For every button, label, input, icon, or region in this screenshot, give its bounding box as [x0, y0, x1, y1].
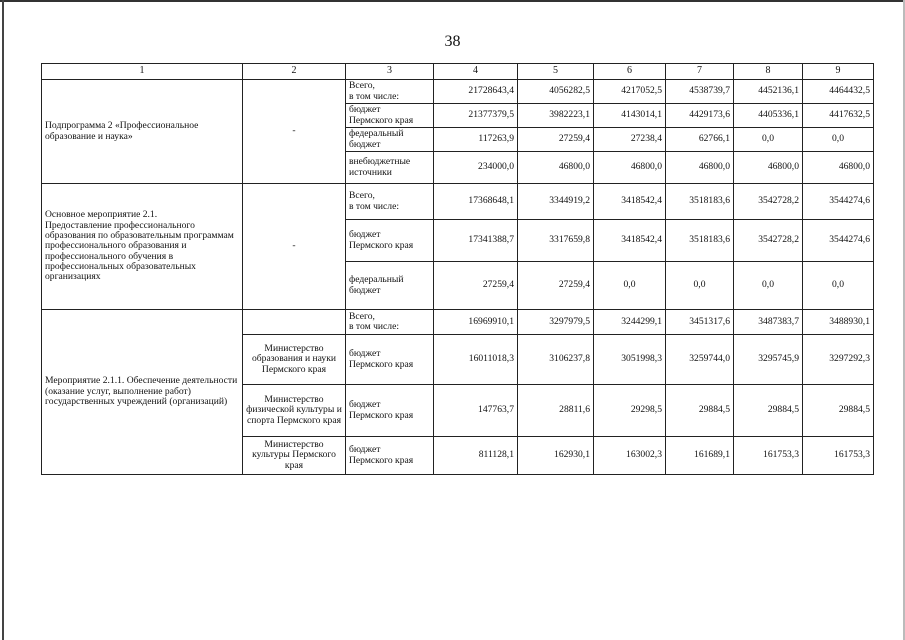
amount-cell: 161689,1: [666, 437, 734, 475]
column-number-5: 5: [518, 64, 594, 80]
column-number-3: 3: [346, 64, 434, 80]
amount-cell: 163002,3: [594, 437, 666, 475]
funding-source: Всего, в том числе:: [346, 184, 434, 220]
amount-cell: 4429173,6: [666, 104, 734, 128]
funding-source: Всего, в том числе:: [346, 310, 434, 335]
amount-cell: 46800,0: [803, 152, 874, 184]
amount-cell: 3544274,6: [803, 220, 874, 262]
amount-cell: 3317659,8: [518, 220, 594, 262]
funding-source: внебюджетные источники: [346, 152, 434, 184]
table-row: [42, 80, 874, 104]
amount-cell: 3297292,3: [803, 335, 874, 385]
amount-cell: 3344919,2: [518, 184, 594, 220]
amount-cell: 29298,5: [594, 385, 666, 437]
column-number-2: 2: [243, 64, 346, 80]
amount-cell: 3259744,0: [666, 335, 734, 385]
amount-cell: 3488930,1: [803, 310, 874, 335]
amount-cell: 162930,1: [518, 437, 594, 475]
amount-cell: 17368648,1: [434, 184, 518, 220]
amount-cell: 0,0: [803, 128, 874, 152]
activity-name: Основное мероприятие 2.1. Предоставление профессионального образования по образовательным программам профессионального образования и профессионального обучения в профессиональных образовательных организациях: [42, 184, 243, 310]
amount-cell: 4452136,1: [734, 80, 803, 104]
funding-source: Всего, в том числе:: [346, 80, 434, 104]
amount-cell: 27259,4: [434, 262, 518, 310]
amount-cell: 4217052,5: [594, 80, 666, 104]
amount-cell: 147763,7: [434, 385, 518, 437]
amount-cell: 4538739,7: [666, 80, 734, 104]
column-number-8: 8: [734, 64, 803, 80]
amount-cell: 161753,3: [734, 437, 803, 475]
amount-cell: 4464432,5: [803, 80, 874, 104]
column-number-7: 7: [666, 64, 734, 80]
amount-cell: 0,0: [734, 128, 803, 152]
page-number: 38: [444, 33, 461, 50]
amount-cell: 29884,5: [734, 385, 803, 437]
amount-cell: 29884,5: [666, 385, 734, 437]
amount-cell: 46800,0: [594, 152, 666, 184]
amount-cell: 3051998,3: [594, 335, 666, 385]
amount-cell: 27238,4: [594, 128, 666, 152]
amount-cell: 46800,0: [518, 152, 594, 184]
amount-cell: 3487383,7: [734, 310, 803, 335]
amount-cell: 3451317,6: [666, 310, 734, 335]
column-number-row: [42, 64, 874, 80]
amount-cell: 4417632,5: [803, 104, 874, 128]
column-number-9: 9: [803, 64, 874, 80]
amount-cell: 3542728,2: [734, 220, 803, 262]
amount-cell: 27259,4: [518, 262, 594, 310]
amount-cell: 3544274,6: [803, 184, 874, 220]
scan-edge-left: [2, 0, 4, 640]
amount-cell: 16969910,1: [434, 310, 518, 335]
amount-cell: 46800,0: [666, 152, 734, 184]
amount-cell: 3518183,6: [666, 184, 734, 220]
amount-cell: 3295745,9: [734, 335, 803, 385]
funding-source: бюджет Пермского края: [346, 335, 434, 385]
amount-cell: 0,0: [594, 262, 666, 310]
amount-cell: 117263,9: [434, 128, 518, 152]
column-number-1: 1: [42, 64, 243, 80]
amount-cell: 4405336,1: [734, 104, 803, 128]
amount-cell: 3982223,1: [518, 104, 594, 128]
amount-cell: 28811,6: [518, 385, 594, 437]
amount-cell: 4143014,1: [594, 104, 666, 128]
amount-cell: 234000,0: [434, 152, 518, 184]
executor-cell: Министерство образования и науки Пермского края: [243, 335, 346, 385]
amount-cell: 16011018,3: [434, 335, 518, 385]
amount-cell: 17341388,7: [434, 220, 518, 262]
table-row: [42, 184, 874, 220]
activity-name: Подпрограмма 2 «Профессиональное образование и наука»: [42, 80, 243, 184]
amount-cell: 27259,4: [518, 128, 594, 152]
amount-cell: 811128,1: [434, 437, 518, 475]
amount-cell: 3244299,1: [594, 310, 666, 335]
amount-cell: 21377379,5: [434, 104, 518, 128]
budget-table: [41, 63, 874, 475]
executor-cell: [243, 310, 346, 335]
amount-cell: 3418542,4: [594, 184, 666, 220]
funding-source: бюджет Пермского края: [346, 385, 434, 437]
amount-cell: 0,0: [734, 262, 803, 310]
table-row: [42, 310, 874, 335]
column-number-4: 4: [434, 64, 518, 80]
amount-cell: 3297979,5: [518, 310, 594, 335]
amount-cell: 3106237,8: [518, 335, 594, 385]
amount-cell: 21728643,4: [434, 80, 518, 104]
funding-source: федеральный бюджет: [346, 128, 434, 152]
amount-cell: 0,0: [803, 262, 874, 310]
funding-source: федеральный бюджет: [346, 262, 434, 310]
amount-cell: 62766,1: [666, 128, 734, 152]
amount-cell: 0,0: [666, 262, 734, 310]
amount-cell: 3542728,2: [734, 184, 803, 220]
funding-source: бюджет Пермского края: [346, 104, 434, 128]
scan-edge-top: [0, 0, 905, 2]
amount-cell: 161753,3: [803, 437, 874, 475]
column-number-6: 6: [594, 64, 666, 80]
amount-cell: 3418542,4: [594, 220, 666, 262]
executor-cell: -: [243, 80, 346, 184]
amount-cell: 4056282,5: [518, 80, 594, 104]
amount-cell: 46800,0: [734, 152, 803, 184]
executor-cell: Министерство культуры Пермского края: [243, 437, 346, 475]
funding-source: бюджет Пермского края: [346, 220, 434, 262]
executor-cell: Министерство физической культуры и спорта Пермского края: [243, 385, 346, 437]
amount-cell: 3518183,6: [666, 220, 734, 262]
executor-cell: -: [243, 184, 346, 310]
funding-source: бюджет Пермского края: [346, 437, 434, 475]
activity-name: Мероприятие 2.1.1. Обеспечение деятельности (оказание услуг, выполнение работ) государственных учреждений (организаций): [42, 310, 243, 475]
amount-cell: 29884,5: [803, 385, 874, 437]
